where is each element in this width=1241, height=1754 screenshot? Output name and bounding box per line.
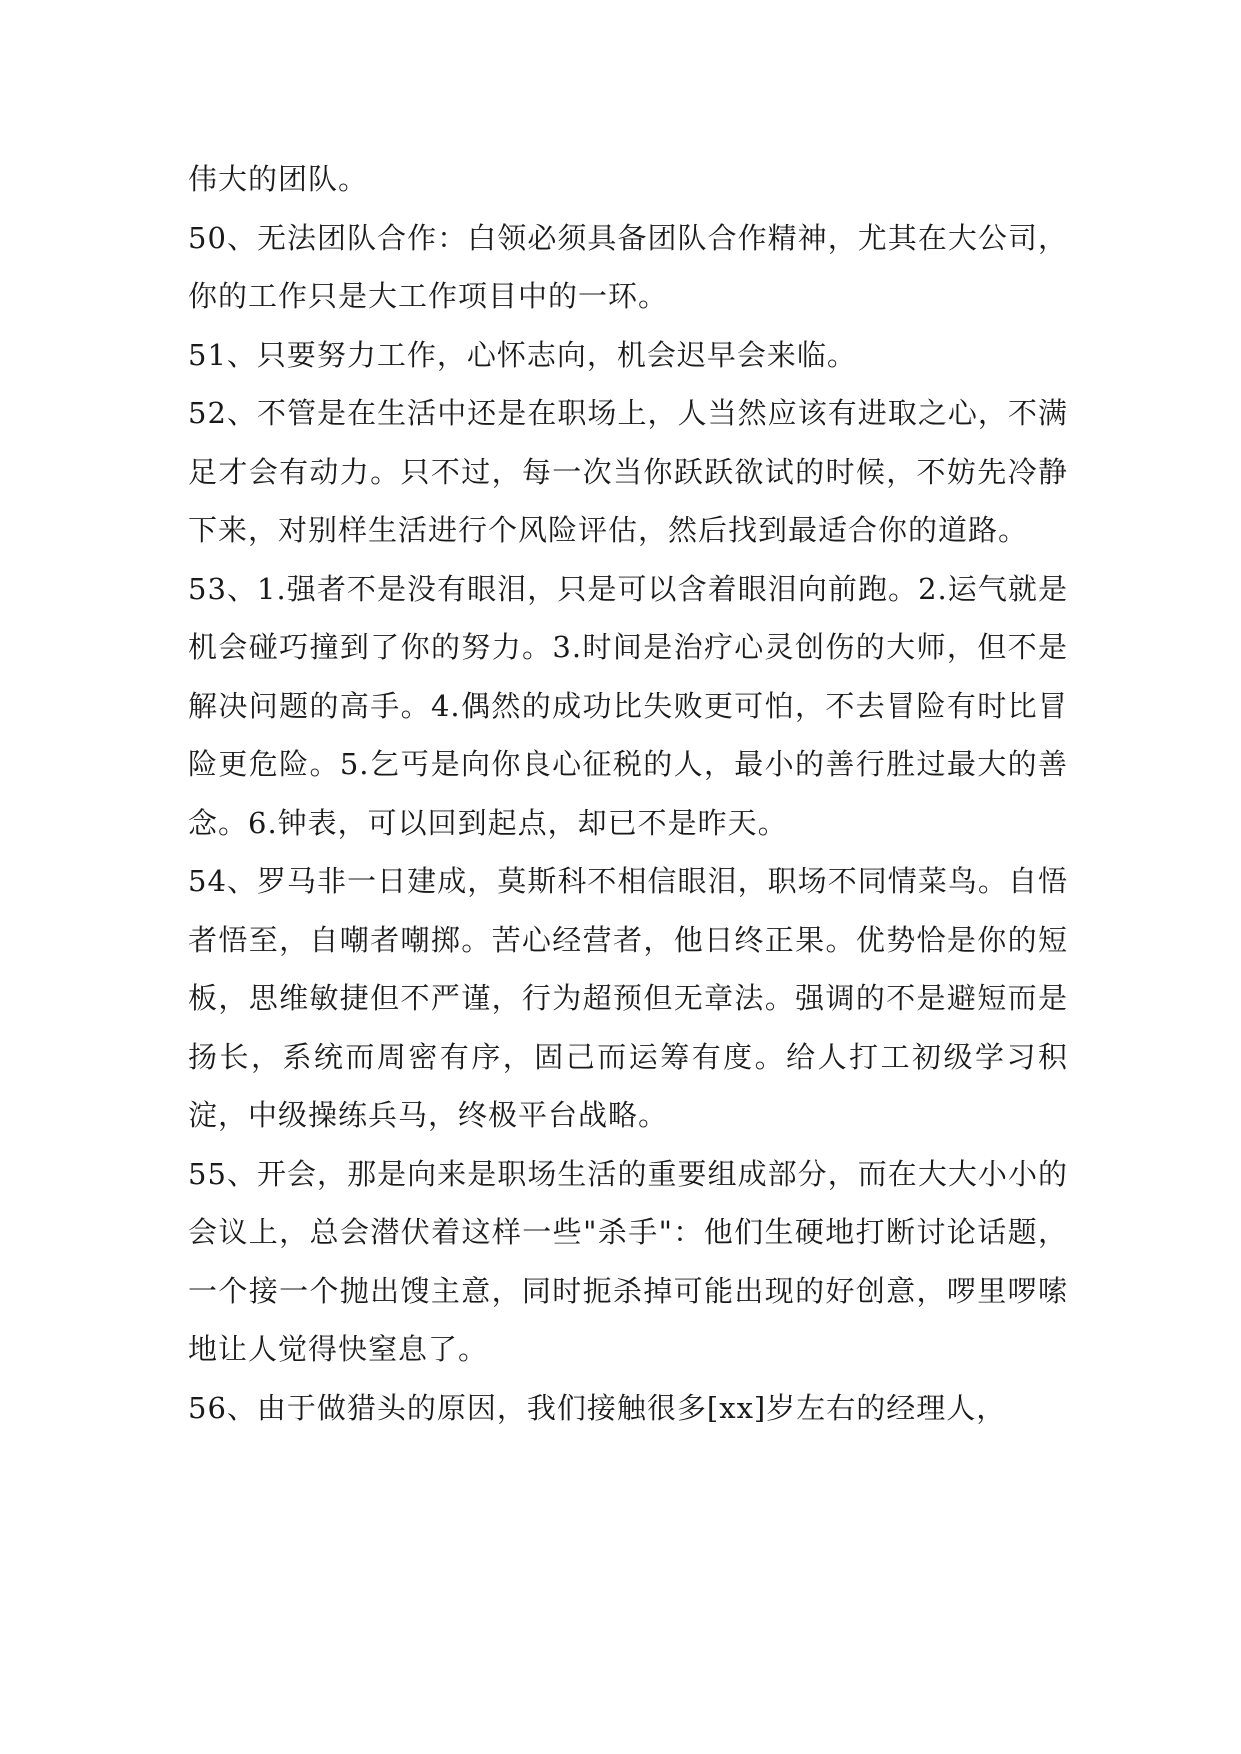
- document-body: [188, 150, 1068, 1437]
- paragraph-51: 51、只要努力工作，心怀志向，机会迟早会来临。: [188, 337, 857, 372]
- paragraph-54: 54、罗马非一日建成，莫斯科不相信眼泪，职场不同情菜鸟。自悟者悟至，自嘲者嘲掷。苦心经营者，他日终正果。优势恰是你的短板，思维敏捷但不严谨，行为超预但无章法。强调的不是避短而是扬长，系统而周密有序，固己而运筹有度。给人打工初级学习积淀，中级操练兵马，终极平台战略。: [188, 864, 1068, 1132]
- paragraph-56: 56、由于做猎头的原因，我们接触很多[xx]岁左右的经理人，: [188, 1390, 1007, 1425]
- paragraph-55: 55、开会，那是向来是职场生活的重要组成部分，而在大大小小的会议上，总会潜伏着这样一些"杀手"：他们生硬地打断讨论话题，一个接一个抛出馊主意，同时扼杀掉可能出现的好创意，啰里啰嗦地让人觉得快窒息了。: [188, 1156, 1068, 1366]
- paragraph-continuation: 伟大的团队。: [188, 162, 369, 196]
- paragraph-52: 52、不管是在生活中还是在职场上，人当然应该有进取之心，不满足才会有动力。只不过，每一次当你跃跃欲试的时候，不妨先冷静下来，对别样生活进行个风险评估，然后找到最适合你的道路。: [188, 396, 1068, 547]
- paragraph-53: 53、1.强者不是没有眼泪，只是可以含着眼泪向前跑。2.运气就是机会碰巧撞到了你的努力。3.时间是治疗心灵创伤的大师，但不是解决问题的高手。4.偶然的成功比失败更可怕，不去冒险有时比冒险更危险。5.乞丐是向你良心征税的人，最小的善行胜过最大的善念。6.钟表，可以回到起点，却已不是昨天。: [188, 571, 1068, 840]
- paragraph-50: 50、无法团队合作：白领必须具备团队合作精神，尤其在大公司，你的工作只是大工作项目中的一环。: [188, 220, 1068, 313]
